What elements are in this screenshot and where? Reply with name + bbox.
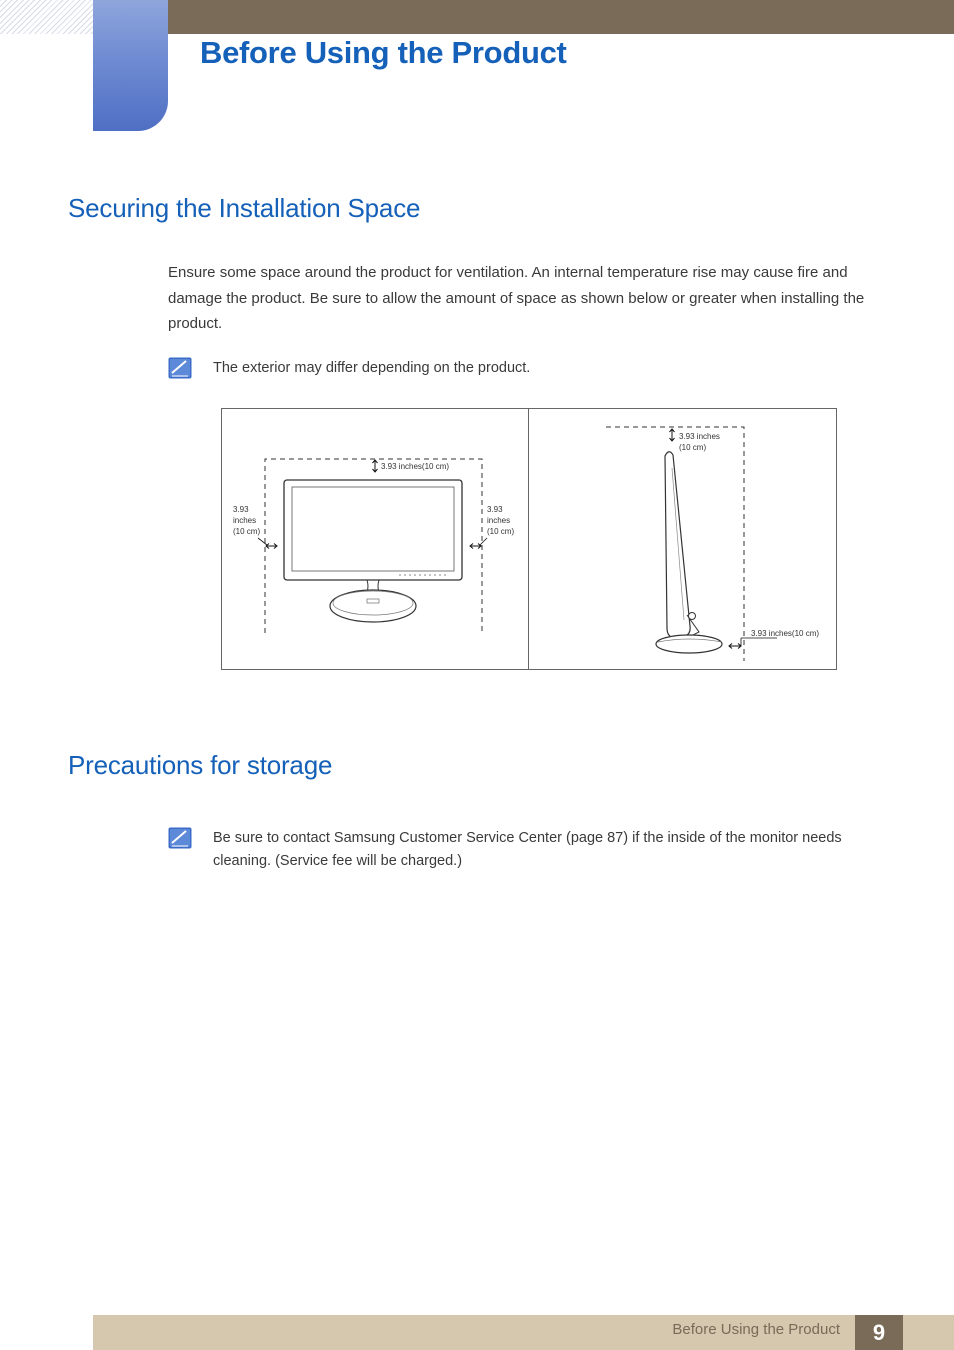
footer-chapter-label: Before Using the Product <box>672 1321 840 1338</box>
chapter-title: Before Using the Product <box>200 35 567 70</box>
side-top-label-1: 3.93 inches <box>679 432 720 441</box>
note-text: Be sure to contact Samsung Customer Service Center (page 87) if the inside of the monitor needs cleaning. (Service fee will be charged.) <box>213 830 842 869</box>
installation-diagram <box>221 408 837 670</box>
header-hatch-pattern <box>0 0 93 34</box>
note-exterior <box>168 357 868 381</box>
note-service <box>168 827 868 875</box>
chapter-tab <box>93 0 168 131</box>
front-right-label-1: 3.93 <box>487 505 503 514</box>
front-left-label-2: inches <box>233 516 257 525</box>
note-icon <box>168 827 192 849</box>
installation-space-figure <box>221 408 837 670</box>
note-text: The exterior may differ depending on the product. <box>213 360 531 376</box>
front-top-label: 3.93 inches(10 cm) <box>381 462 450 471</box>
side-back-label: 3.93 inches(10 cm) <box>751 629 820 638</box>
page-number: 9 <box>855 1315 903 1350</box>
section-title-installation-space: Securing the Installation Space <box>68 193 421 223</box>
front-right-label-3: (10 cm) <box>487 527 515 536</box>
front-left-label-1: 3.93 <box>233 505 249 514</box>
note-icon <box>168 357 192 379</box>
front-left-label-3: (10 cm) <box>233 527 261 536</box>
front-right-label-2: inches <box>487 516 511 525</box>
header-bar <box>168 0 954 34</box>
side-top-label-2: (10 cm) <box>679 443 707 452</box>
installation-body-text: Ensure some space around the product for ventilation. An internal temperature rise may cause fire and damage the product. Be sure to allow the amount of space as shown below or greater when installing the product. <box>168 264 865 332</box>
section-title-storage: Precautions for storage <box>68 750 333 780</box>
